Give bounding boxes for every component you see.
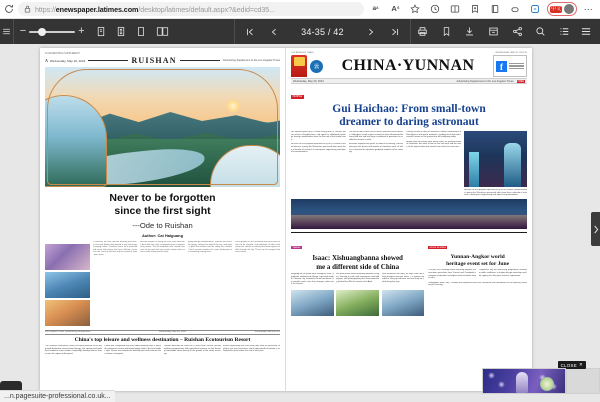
china-daily-logo	[291, 55, 307, 77]
zoom-in-button[interactable]: +	[78, 25, 85, 37]
left-bottom-text: Phase one, completed last year, added walking trails, a lakeside conference centre and family lodges built in the local timber style. Phase two extends the wetland park and restores three historic courtyards.	[104, 345, 162, 355]
strip-note: Advertising Supplement to the Los Angeles Times	[456, 79, 514, 83]
right-masthead-title: CHINA·YUNNAN	[341, 57, 475, 74]
right-kicker-brief: NEWS IN BRIEF	[429, 246, 447, 249]
zoom-slider-handle[interactable]	[38, 28, 46, 36]
right-brief-headline: Yunnan-Angkor world heritage event set for June	[446, 254, 510, 267]
hamburger-menu-icon[interactable]	[0, 19, 13, 44]
strip-price: FREE	[517, 79, 524, 83]
taskbar-stub	[0, 381, 22, 390]
previous-page-icon[interactable]	[263, 19, 285, 44]
right-travel-photo	[382, 290, 425, 316]
right-body-columns	[291, 131, 527, 197]
left-supplement-note: Advertising Supplement to the Los Angeles Times	[222, 59, 280, 62]
left-bottom-kicker-left: Los Angeles Times | Advertising Supplement	[45, 331, 91, 333]
profile-avatar-icon	[564, 4, 574, 14]
left-body-text: Ancient villages sit along the river, their tiled roofs dark with rain, their courtyards open to anyone who passes. The old road that once carried caravans of tea and salt now carries visitors who come to walk slowly and to listen.	[140, 241, 185, 254]
search-icon[interactable]	[529, 19, 553, 44]
browser-essentials-icon[interactable]	[527, 1, 544, 18]
zoom-control[interactable]	[14, 19, 91, 44]
right-skyline-photo	[291, 199, 527, 229]
right-brief-text: Organisers say the week-long programme includes a public exhibition, a student design workshop and the signing of a five-year research agreement.	[478, 269, 527, 277]
left-bottom-kicker-mid: Wednesday, May 29, 2024	[158, 331, 187, 333]
left-subhead: ---Ode to Ruishan	[132, 221, 193, 230]
add-favorite-icon[interactable]	[467, 1, 484, 18]
more-options-icon[interactable]: ⋯	[583, 3, 594, 14]
facebook-promo	[493, 55, 527, 77]
yunnan-seal-logo: 云	[310, 60, 323, 73]
reader-toolbar	[0, 19, 600, 44]
download-icon[interactable]	[458, 19, 482, 44]
left-bottom-article	[45, 330, 280, 355]
right-body-text: He was the first payload specialist to fly on a Chinese crewed mission, joining the Shenzhou spacecraft after more than a decade of research in aerospace engineering and optical instrumentation.	[291, 143, 346, 154]
left-bottom-text: The Ruishan Ecotourism Resort has been planned as an integrated destination where forest therapy, hot springs and traditional medicine meet modern hospitality, drawing visitors from across the region and beyond.	[45, 345, 102, 355]
split-screen-icon[interactable]	[447, 1, 464, 18]
rule	[88, 60, 128, 61]
close-x-icon[interactable]: ✕	[579, 362, 583, 367]
right-folio-right: WEDNESDAY, MAY 29, 2024 35	[495, 52, 527, 54]
left-body-text: Local guides tell of a mountain that was never meant to be climbed, only admired; of lakes that mirror the clouds so exactly that boats appear to drift through the sky. These are the images that never leave.	[235, 241, 280, 254]
right-masthead	[291, 55, 527, 77]
page-view-icon[interactable]	[131, 19, 151, 44]
history-icon[interactable]	[427, 1, 444, 18]
profile-button[interactable]	[547, 2, 577, 16]
masthead-mark-icon: A	[45, 58, 48, 63]
lock-icon	[23, 5, 31, 13]
left-bottom-text: Officials describe the resort as a 'slow travel' anchor, pairing wellness programmes with agricultural tourism so that farming households share directly in the growth of the visitor economy.	[163, 345, 221, 355]
browser-address-bar	[0, 0, 600, 19]
archive-icon[interactable]	[482, 19, 506, 44]
first-page-icon[interactable]	[239, 19, 261, 44]
page-left[interactable]	[40, 48, 286, 391]
read-aloud-icon[interactable]: a ᴬ	[372, 4, 379, 12]
advertisement-overlay[interactable]	[482, 362, 600, 394]
right-travel-headline: Isaac: Xishuangbanna showed me a different side of China	[312, 254, 403, 271]
next-page-icon[interactable]	[360, 19, 382, 44]
page-spread[interactable]	[40, 48, 532, 391]
right-travel-text: What surprised him most, he says, was how easily strangers became hosts — a pattern repeated in every guesthouse and tea shop he visited along the way.	[381, 273, 425, 283]
zoom-out-button[interactable]: −	[19, 25, 27, 37]
right-kicker-travel: TRAVEL	[292, 246, 301, 249]
profile-language-badge: 中文	[550, 5, 561, 12]
left-folio: 34 ADVERTISING SUPPLEMENT	[45, 53, 80, 55]
left-bottom-text: A new expressway link cuts travel time from the provincial capital to just over two hours, and a high-speed rail station is scheduled to open before the end of next year.	[223, 345, 280, 353]
single-page-icon[interactable]	[91, 19, 111, 44]
right-travel-photo	[336, 290, 379, 316]
page-indicator[interactable]: 34-35 / 42	[301, 26, 344, 37]
last-page-icon[interactable]	[384, 19, 406, 44]
zoom-slider[interactable]	[29, 31, 75, 33]
right-photo-caption: He was the first payload specialist to fly on a Chinese crewed mission, joining the Shenzhou spacecraft after more than a decade of research in aerospace engineering and optical instrumentation.	[464, 189, 528, 197]
right-body-text: Selection required two years of medical screening, survival training in the desert and months of simulator work, all while he continued to supervise graduate students at his university.	[348, 143, 404, 154]
url-input[interactable]	[18, 2, 364, 16]
right-body-text: Asked what he misses most about home, he answers without hesitation: the smell of rain on the red earth and the noise of the night market two streets from where he was born.	[406, 140, 462, 148]
next-spread-chevron-icon[interactable]	[591, 212, 600, 246]
bookmark-icon[interactable]	[434, 19, 458, 44]
left-thumbnail-photo	[45, 244, 90, 270]
ad-creative-image[interactable]	[482, 368, 566, 394]
right-travel-text: Stepping off the plane from Shanghai, Isaac, a graduate student from Kenya, expected another Chinese city. Instead he found rainforest, Dai temples and a river that changes colour with the season.	[291, 273, 334, 286]
strip-date: Wednesday, May 29, 2024	[293, 79, 324, 83]
left-body-text: In Ruishan, the hills hold the morning mist and the terraced fields climb toward a sky that keeps changing colour. Travellers arrive for a weekend and return with stories that last a lifetime, carried on the scent of wild tea and the sound of water over stone.	[92, 241, 138, 256]
right-body-text: During his time in orbit he oversaw a dozen experiments in fluid physics and space materials, sending back data that research teams on the ground are still analysing today.	[406, 131, 462, 139]
right-lower-section	[291, 235, 527, 316]
table-of-contents-icon[interactable]	[552, 19, 576, 44]
right-folio-left: LOS ANGELES TIMES	[291, 52, 314, 54]
text-style-icon[interactable]: A ᐞ	[391, 4, 400, 14]
left-headline: Never to be forgotten since the first sight	[109, 192, 216, 217]
left-body-columns	[45, 241, 280, 326]
right-masthead-strip	[291, 78, 527, 84]
copilot-icon[interactable]	[507, 1, 524, 18]
print-icon[interactable]	[411, 19, 435, 44]
left-masthead-row	[45, 56, 280, 65]
newspaper-viewer[interactable]	[0, 44, 600, 402]
rule	[180, 60, 220, 61]
star-icon[interactable]	[407, 1, 424, 18]
left-thumbnail-photo	[45, 272, 90, 298]
double-page-spread-icon[interactable]	[151, 19, 175, 44]
reload-icon[interactable]	[0, 1, 17, 18]
left-bottom-headline: China's top leisure and wellness destination – Ruishan Ecotourism Resort	[74, 337, 251, 343]
left-dateline: A Wednesday, May 29, 2024	[45, 58, 86, 63]
right-body-text: Gui Haichao grew up in a small county town in Yunnan, the son of two schoolteachers, and spent his childhood evenings tracing constellations from the flat roof of the family home.	[291, 131, 346, 141]
options-menu-icon[interactable]	[576, 19, 600, 44]
right-body-text: The move from lecture hall to launch pad was never obvious. Colleagues recall a quiet researcher who volunteered for every field test and who kept a notebook of questions he intended to answer in orbit.	[348, 131, 404, 141]
status-bar	[0, 390, 115, 402]
right-travel-text: He spent three weeks travelling between villages, learning to cook with lemongrass and wild pepper, and photographing the water-splashing festival that fills the streets each April.	[336, 273, 380, 283]
collections-icon[interactable]	[487, 1, 504, 18]
left-author: Author: Cai Haiguang	[141, 233, 184, 238]
ad-close-label: CLOSE	[560, 362, 578, 368]
status-bar-text: ...n.pagesuite-professional.co.uk...	[4, 393, 111, 400]
left-body-text: Spring brings rhododendron, summer the cool of the gorge, autumn the gold of the rice, and winter a quiet that settles over the valley like a blanket. Each season rewrites the same landscape into something entirely new.	[187, 241, 233, 254]
hero-photo-collage	[45, 67, 280, 187]
url-text: https://enewspaper.latimes.com/desktop/latimes/default.aspx?&edid=cd35...	[35, 4, 275, 14]
left-bottom-kicker-right: enewspaper.latimes.com	[254, 331, 280, 333]
ad-secondary-panel[interactable]	[566, 368, 600, 394]
page-right[interactable]	[286, 48, 532, 391]
fit-page-icon[interactable]	[111, 19, 131, 44]
right-brief-text: The joint 2024 heritage forum will bring together conservation specialists from Yunnan and Cambodia to compare restoration techniques used at timber temple sites.	[428, 269, 477, 280]
page-navigation	[235, 19, 410, 44]
facebook-icon: f	[496, 61, 507, 72]
right-headline: Gui Haichao: From small-town dreamer to daring astronaut	[332, 103, 486, 128]
left-masthead-title: RUISHAN	[131, 56, 177, 65]
right-travel-photo	[291, 290, 334, 316]
left-thumbnail-photo	[45, 300, 90, 326]
right-brief-text: Delegations from Laos, Thailand and Myanmar have also confirmed their attendance at the opening ceremony in Kunming.	[428, 281, 527, 287]
right-kicker-people: PEOPLE	[292, 95, 303, 98]
share-icon[interactable]	[505, 19, 529, 44]
right-article-photo	[464, 131, 527, 187]
